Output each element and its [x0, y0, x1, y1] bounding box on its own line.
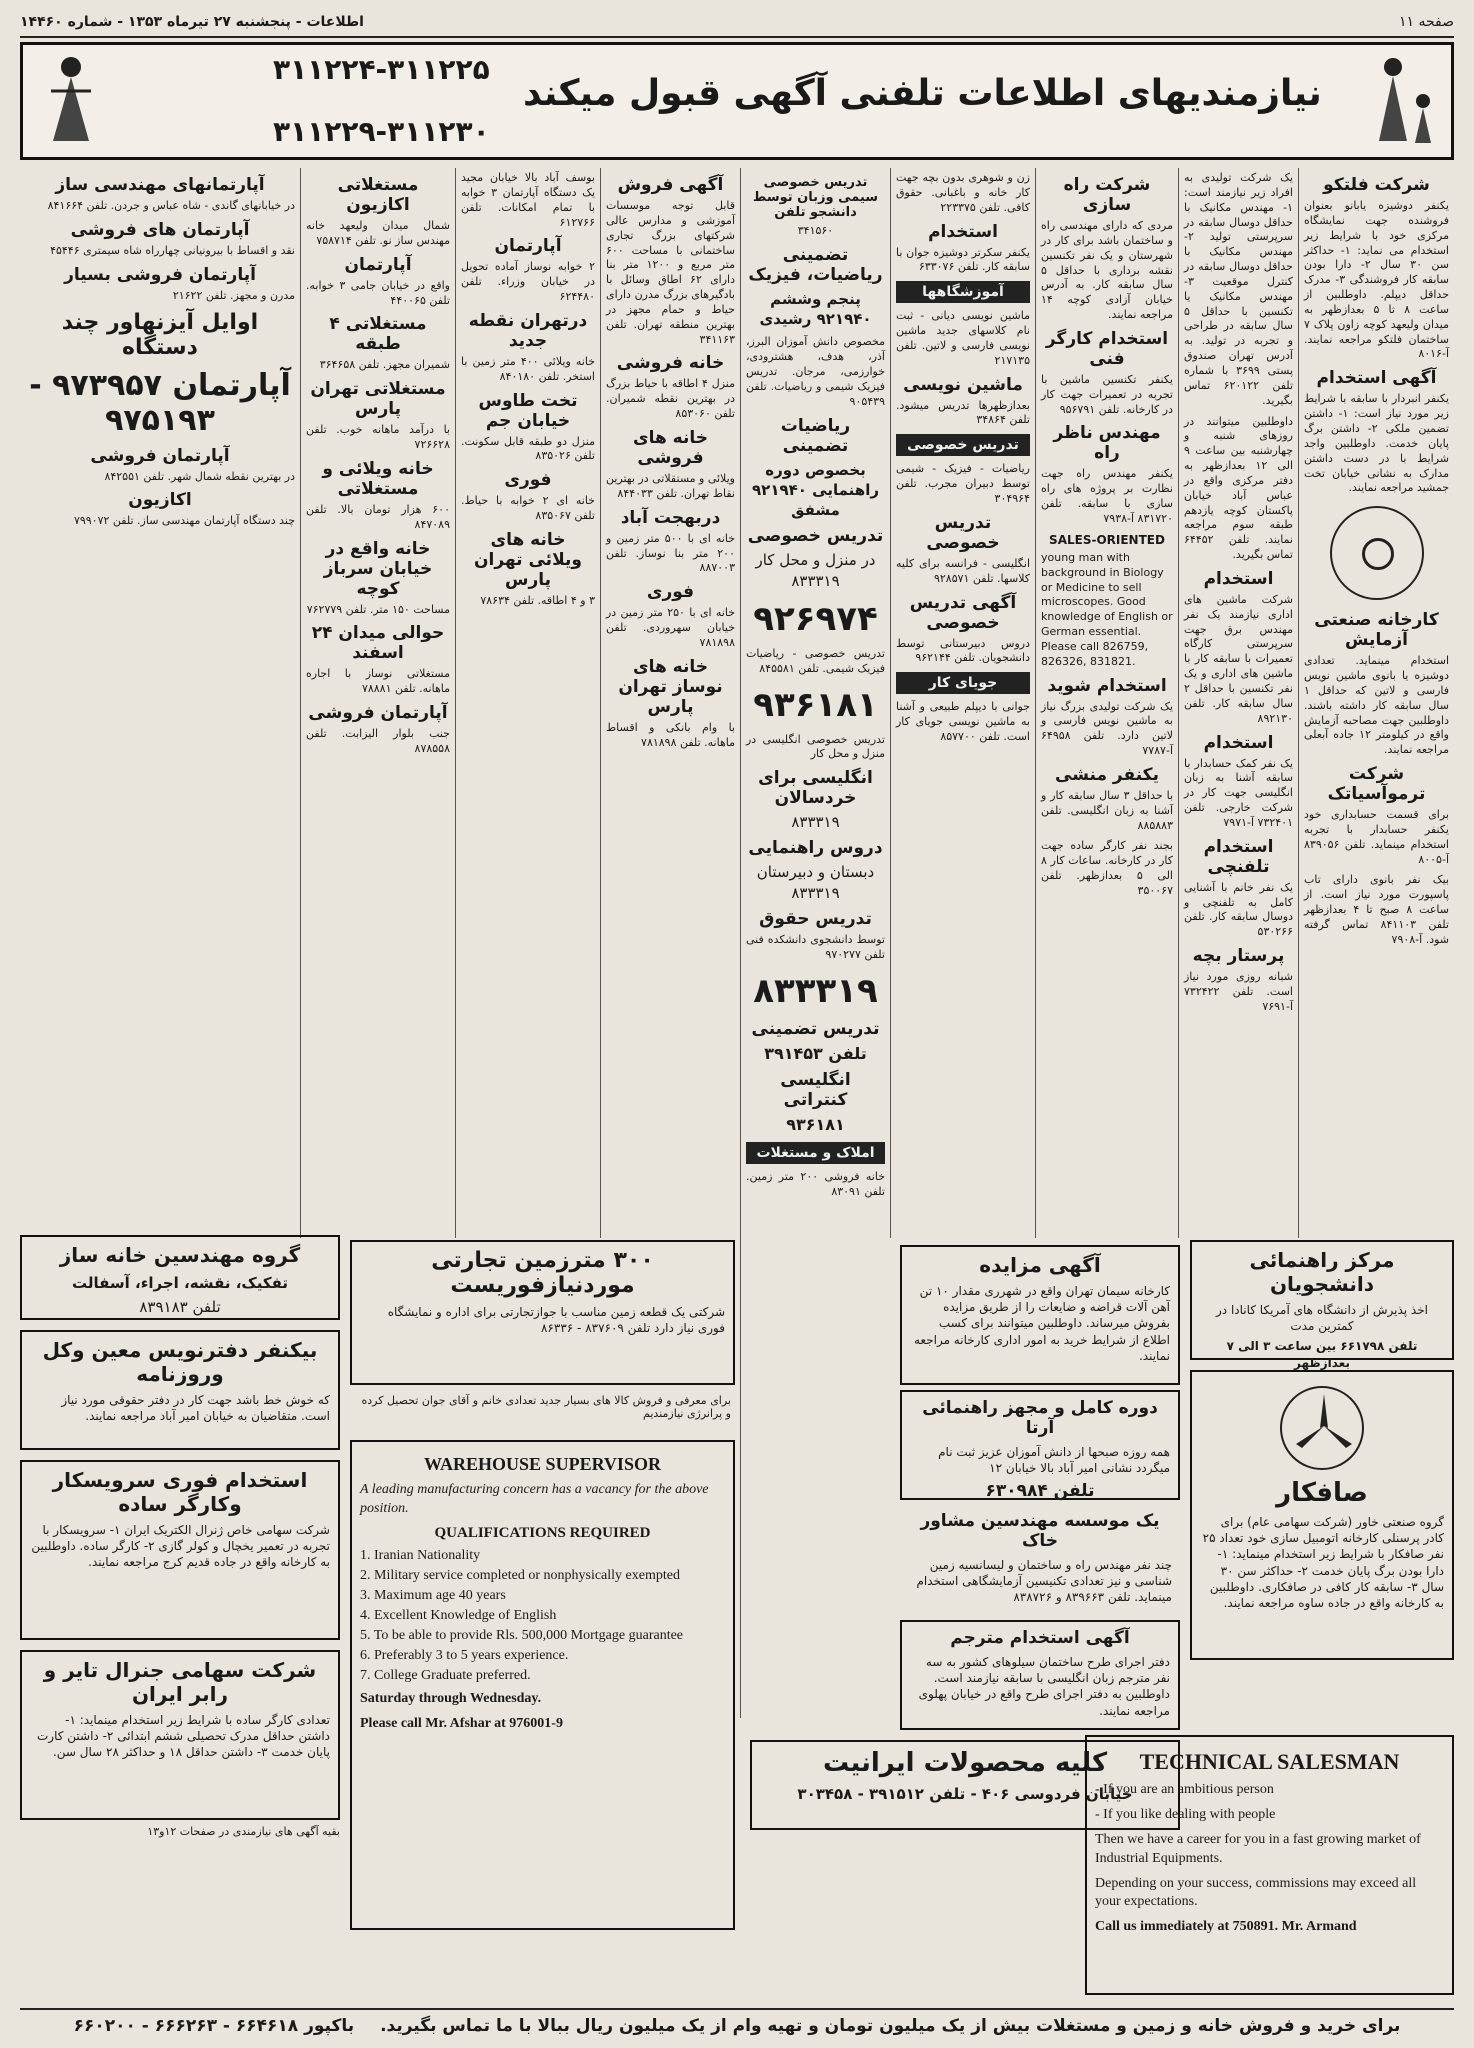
ad-body: منزل ۴ اطاقه با حیاط بزرگ در بهترین نقطه شمیران. تلفن ۸۵۳۰۶۰ [606, 377, 735, 421]
ad-body: یک شرکت تولیدی بزرگ نیاز به ماشین نویس فارسی و لاتین دارد. تلفن ۶۴۹۵۸ آ-۷۷۸۷ [1041, 699, 1173, 758]
ad-heading: آپارتمان فروشی بسیار [64, 264, 256, 285]
section-tag: جویای کار [896, 672, 1030, 694]
ad-body: Depending on your success, commissions may exceed all your expectations. [1095, 1875, 1417, 1910]
ad-body: برای قسمت حسابداری خود یکنفر حسابدار با تجربه استخدام مینماید. تلفن ۸۳۹۰۵۶ آ-۸۰۰۵ [1304, 808, 1449, 866]
ad-body: در خیابانهای گاندی - شاه عباس و جردن. تلفن ۸۴۱۶۶۴ [47, 199, 295, 212]
ad-body: تدریس خصوصی - ریاضیات فیزیک شیمی. تلفن ۸۴۵۵۸۱ [746, 646, 885, 675]
qualifications-heading: QUALIFICATIONS REQUIRED [434, 1524, 651, 1541]
ad-heading: آپارتمان [344, 254, 412, 275]
ad-body: شمال میدان ولیعهد خانه مهندس ساز نو. تلفن ۷۵۸۷۱۴ [306, 219, 450, 247]
ad-body: تدریس خصوصی انگلیسی در منزل و محل کار [746, 732, 885, 761]
ad-body: مساحت ۱۵۰ متر. تلفن ۷۶۲۷۷۹ [306, 602, 450, 616]
ad-body: خانه ای با ۵۰۰ متر زمین و ۲۰۰ متر بنا نوساز. تلفن ۸۸۷۰۰۳ [606, 531, 735, 575]
column-3 [1035, 168, 1178, 1238]
qualification-item: 4. Excellent Knowledge of English [360, 1607, 557, 1623]
ad-body: دفتر اجرای طرح ساختمان سیلوهای کشور به سه نفر مترجم زبان انگلیسی با سابقه نیازمند است. داوطلبین به دفتر اجرای طرح واقع در خیابان پهلوی مراجعه نمایند. [918, 1655, 1170, 1718]
ad-body: استخدام مینماید. تعدادی دوشیزه یا بانوی ماشین نویس فارسی و لاتین که حداقل ۱ سال سابقه کار داشته باشند. داوطلبین جهت مصاحبه آزمایش واقع در کیلومتر ۱۲ جاده آبعلی مراجعه نمایند. [1304, 654, 1449, 757]
page-header [20, 10, 1454, 38]
column-6 [600, 168, 740, 1238]
qualification-item: 3. Maximum age 40 years [360, 1587, 506, 1603]
ad-daftar [20, 1330, 340, 1450]
page-footer [20, 2008, 1454, 2048]
ad-body: شبانه روزی مورد نیاز است. تلفن ۷۳۲۴۲۲ آ-۷۶۹۱ [1184, 970, 1293, 1013]
qualification-item: 7. College Graduate preferred. [360, 1667, 531, 1683]
ad-body: تعدادی کارگر ساده با شرایط زیر استخدام مینماید: ۱- داشتن حداقل مدرک تحصیلی ششم ابتدائی ۲- داشتن کارت پایان خدمت ۳- داشتن حداقل ۱۸ و حداکثر ۲۸ سال سن. [37, 1713, 330, 1760]
page-number: صفحه ۱۱ [1398, 14, 1454, 30]
ad-heading: انگلیسی برای خردسالان [758, 768, 873, 809]
ad-phone: تلفن ۳۹۱۴۵۳ [764, 1043, 867, 1063]
ad-safakar [1190, 1370, 1454, 1660]
more-ads-note: بقیه آگهی های نیازمندی در صفحات ۱۲و۱۳ [147, 1825, 340, 1838]
ad-heading: خانه فروشی [616, 353, 725, 374]
ad-body: بیک نفر بانوی دارای تاب پاسپورت مورد نیاز است. از ساعت ۸ صبح تا ۴ بعدازظهر تلفن ۸۴۱۱۰۳ تماس گرفته شود. آ-۷۹۰۸ [1304, 873, 1449, 946]
ad-heading: تدریس خصوصی [926, 512, 1000, 553]
ad-body: شمیران مجهز. تلفن ۳۶۴۶۵۸ [319, 358, 450, 372]
ad-body: ۶۰۰ هزار تومان بالا. تلفن ۸۴۷۰۸۹ [306, 502, 450, 531]
ad-mozayede [900, 1245, 1180, 1385]
ad-title: شرکت سهامی جنرال تایر و رابر ایران [43, 1658, 317, 1706]
ad-body: مدرن و مجهز. تلفن ۲۱۶۲۲ [172, 288, 295, 302]
ad-body: Then we have a career for you in a fast growing market of Industrial Equipments. [1095, 1831, 1421, 1866]
ad-title: TECHNICAL SALESMAN [1139, 1749, 1400, 1774]
ad-heading: آپارتمان فروشی [90, 445, 230, 466]
ad-moshaver [900, 1505, 1180, 1615]
ad-heading: SALES-ORIENTED [1049, 532, 1165, 547]
ad-body: بعدازظهرها تدریس میشود. تلفن ۳۴۸۶۴ [896, 398, 1030, 427]
ad-heading: خانه واقع در خیابان سرباز کوچه [323, 538, 433, 599]
ad-heading: استخدام تلفنچی [1203, 836, 1274, 877]
ad-heading: آپارتمان فروشی [308, 703, 448, 724]
column-8 [300, 168, 455, 1238]
ad-title: کلیه محصولات ایرانیت [822, 1748, 1108, 1778]
ad-body: مردی که دارای مهندسی راه و ساختمان باشد برای کار در شهرستان و یک نفر تکنسین نقشه برداری با حداقل ۵ سال سابقه کار. به آدرس خیابان آزادی کوچه ۱۴ مراجعه نمایند. [1041, 219, 1173, 322]
ad-body: خانه ویلائی ۴۰۰ متر زمین با استخر. تلفن ۸۴۰۱۸۰ [461, 354, 595, 383]
column-5 [740, 168, 890, 1718]
ad-body: یکنفر تکنسین ماشین با تجربه در تعمیرات جهت کار در کارخانه. تلفن ۹۵۶۷۹۱ [1041, 372, 1173, 416]
column-2 [1178, 168, 1298, 1238]
footer-text: برای خرید و فروش خانه و زمین و مستغلات بیش از یک میلیون تومان و تهیه وام از یک میلیون ریال ببالا با ما تماس بگیرید. [380, 2016, 1401, 2036]
ad-title: WAREHOUSE SUPERVISOR [424, 1454, 661, 1474]
ad-title: صافکار [1276, 1478, 1368, 1508]
qualification-item: 5. To be able to provide Rls. 500,000 Mortgage guarantee [360, 1627, 684, 1643]
ad-heading: دربهجت آباد [620, 507, 721, 528]
ad-heading: کارخانه صنعتی آزمایش [1314, 610, 1439, 651]
ad-heading: اوایل آیزنهاور چند دستگاه [61, 309, 259, 360]
ad-khaneh-saz [20, 1235, 340, 1320]
ad-body: خانه ای ۲ خوابه با حیاط. تلفن ۸۳۵۰۶۷ [461, 494, 595, 523]
column-7 [455, 168, 600, 1238]
qualification-item: 6. Preferably 3 to 5 years experience. [360, 1647, 569, 1663]
ad-body: ماشین نویسی دیانی - ثبت نام کلاسهای جدید ماشین نویسی فارسی و لاتین. تلفن ۲۱۷۱۳۵ [896, 309, 1030, 367]
ad-title: بیکنفر دفترنویس معین وکل وروزنامه [42, 1338, 318, 1386]
qualification-item: 2. Military service completed or nonphysically exempted [360, 1567, 680, 1583]
ad-motarjem [900, 1620, 1180, 1730]
ad-body: با درآمد ماهانه خوب. تلفن ۷۲۶۶۲۸ [306, 423, 450, 452]
ad-body: شرکتی یک قطعه زمین مناسب با جوازتجارتی برای اداره و نمایشگاه فوری نیاز دارد تلفن ۸۳۷۶۰۹ - ۸۶۳۳۶ [387, 1305, 725, 1336]
ad-heading: مستغلاتی اکازیون [337, 175, 419, 215]
section-tag: املاک و مستغلات [746, 1142, 885, 1164]
ad-heading: انگلیسی کنتراتی [780, 1070, 851, 1111]
ad-body: پنجم وششم ۹۲۱۹۴۰ رشیدی [759, 289, 872, 329]
ad-body: انگلیسی - فرانسه برای کلیه کلاسها. تلفن ۹۲۸۵۷۱ [896, 556, 1030, 585]
ad-body: قابل توجه موسسات آموزشی و مدارس عالی شرکتهای بزرگ تجاری ساختمانی با مساحت ۶۰۰ متر مربع و ۱۲۰۰ متر بنا دارای ۶۲ اطاق وسائل با بادگیرهای بزرگ مدرن دارای حیاط و حمام مجهز در بهترین منطقه تهران. تلفن ۳۴۱۱۶۳ [606, 199, 736, 346]
ad-title: استخدام فوری سرویسکار وکارگر ساده [52, 1468, 308, 1516]
ad-body: همه روزه صبحها از دانش آموزان عزیز ثبت نام میگردد نشانی امیر آباد بالا خیابان ۱۲ [938, 1445, 1170, 1476]
banner-phones-top: ۳۱۱۲۲۴-۳۱۱۲۲۵ [273, 53, 490, 86]
ad-title: مرکز راهنمائی دانشجویان [1249, 1248, 1395, 1296]
mercedes-logo-icon [1280, 1386, 1364, 1470]
ad-heading: مستغلاتی ۴ طبقه [329, 314, 427, 355]
ad-body: واقع در خیابان جامی ۳ خوابه. تلفن ۴۴۰۰۶۵ [306, 278, 450, 307]
ad-heading: شرکت راه سازی [1063, 175, 1151, 215]
ad-daneshjoo [1190, 1240, 1454, 1370]
woman-figure-icon [31, 51, 111, 151]
ad-body: بخصوص دوره راهنمایی ۹۲۱۹۴۰ مشفق [752, 460, 879, 520]
ad-title: دوره کامل و مجهز راهنمائی آرتا [922, 1398, 1158, 1438]
ad-body: جوانی با دیپلم طبیعی و آشنا به ماشین نویسی جویای کار است. تلفن ۸۵۷۷۰۰ [896, 700, 1030, 743]
family-figure-icon [1363, 51, 1443, 151]
ad-title: گروه مهندسین خانه ساز [59, 1243, 301, 1267]
ad-intro: A leading manufacturing concern has a vacancy for the above position. [360, 1482, 709, 1516]
ad-heading: تدریس خصوصی سیمی وزبان توسط دانشجو تلفن [752, 175, 879, 220]
ad-body: چند نفر مهندس راه و ساختمان و لیسانسیه زمین شناسی و نیز تعدادی تکنیسین آزمایشگاهی استخدام مینماید. تلفن ۸۳۹۶۶۳ و ۸۳۸۷۲۶ [916, 1558, 1172, 1605]
qualification-item: 1. Iranian Nationality [360, 1547, 481, 1563]
ad-heading: استخدام [1203, 732, 1274, 753]
ad-body: مستغلاتی نوساز با اجاره ماهانه. تلفن ۷۸۸۸۱ [306, 667, 450, 696]
ad-body: ۲ خوابه نوساز آماده تحویل در خیابان وزراء. تلفن ۶۲۴۴۸۰ [461, 260, 595, 304]
ad-phone-large: ۹۲۶۹۷۴ [753, 598, 878, 639]
ad-estekhdam-fori [20, 1460, 340, 1640]
ad-heading: آپارتمان های فروشی [70, 219, 250, 240]
ad-body: مخصوص دانش آموزان البرز، آذر، هدف، هشترودی، خوارزمی، مرجان. تدریس فیزیک شیمی و ریاضیات. تلفن ۹۰۵۴۳۹ [746, 335, 885, 408]
ad-body: young man with background in Biology or Medicine to sell microscopes. Good knowledge of English or German essential. Please call 826759, 826326, 831821. [1041, 550, 1173, 668]
ad-heading: ماشین نویسی [903, 374, 1023, 395]
ad-technical-salesman [1085, 1735, 1454, 1995]
ad-phone: تلفن ۶۶۱۷۹۸ بین ساعت ۳ الی ۷ بعدازظهر [1226, 1339, 1418, 1370]
ad-body: در بهترین نقطه شمال شهر. تلفن ۸۴۲۵۵۱ [104, 469, 295, 483]
ad-general-tire [20, 1650, 340, 1820]
ad-body: بجند نفر کارگر ساده جهت کار در کارخانه. ساعات کار ۸ الی ۵ بعدازظهر. تلفن ۳۵۰۰۶۷ [1041, 839, 1173, 897]
ad-body: خانه فروشی ۲۰۰ متر زمین. تلفن ۸۳۰۹۱ [746, 1169, 885, 1198]
ad-phone-large: آپارتمان ۹۷۳۹۵۷ - ۹۷۵۱۹۳ [29, 367, 291, 438]
ad-heading: استخدام [928, 221, 998, 242]
ad-body: دبستان و دبیرستان ۸۳۳۳۱۹ [756, 863, 875, 902]
ad-body: یکنفر انبردار با سابقه با شرایط زیر مورد نیاز است: ۱- داشتن تضمین ملکی ۲- داشتن برگ پایان خدمت. داوطلبین واجد شرایط با در دست داشتن مدارک به نشانی خیابان تخت جمشید مراجعه نمایند. [1304, 392, 1449, 495]
ad-body: بوسف آباد بالا خیابان مجید یک دستگاه آپارتمان ۳ خوابه با تمام امکانات. تلفن ۶۱۲۷۶۶ [461, 171, 595, 229]
ad-title: ۳۰۰ مترزمین تجارتی موردنیازفوریست [431, 1248, 654, 1298]
ad-body: نقد و اقساط با بیرونیانی چهارراه شاه سیمتری ۴۵۴۴۶ [50, 243, 295, 257]
ad-heading: فوری [504, 470, 552, 491]
issue-info: اطلاعات - پنجشنبه ۲۷ تیرماه ۱۳۵۳ - شماره ۱۴۴۶۰ [20, 14, 364, 30]
column-1 [1298, 168, 1454, 1238]
ad-body: با حداقل ۳ سال سابقه کار و آشنا به زبان انگلیسی. تلفن ۸۸۵۸۸۳ [1041, 788, 1174, 832]
ad-body: ریاضیات - فیزیک - شیمی توسط دبیران مجرب. تلفن ۳۰۴۹۶۴ [896, 462, 1030, 505]
ad-call: Call us immediately at 750891. Mr. Armand [1095, 1919, 1357, 1935]
ad-body: یکنفر مهندس راه جهت نظارت بر پروژه های راه سازی با سابقه. تلفن ۸۳۱۷۲۰ آ-۷۹۳۸ [1041, 467, 1173, 525]
column-4 [890, 168, 1035, 1238]
ad-zamin [350, 1240, 735, 1385]
ad-heading: پرستار بچه [1192, 946, 1285, 967]
section-tag: آموزشگاهها [896, 281, 1030, 303]
ad-body: منزل دو طبقه قابل سکونت. تلفن ۸۳۵۰۲۶ [461, 434, 595, 463]
ad-line: - If you like dealing with people [1095, 1806, 1276, 1822]
ad-body: که خوش خط باشد جهت کار در دفتر حقوقی مورد نیاز است. متقاضیان به خیابان امیر آباد مراجعه نمایند. [61, 1393, 330, 1424]
ad-heading: ریاضیات تضمینی [780, 415, 851, 456]
ad-heading: فوری [646, 582, 695, 603]
ad-heading: خانه های فروشی [633, 427, 708, 468]
ad-heading: استخدام [1203, 568, 1274, 589]
ad-body: یکنفر دوشیزه یابانو بعنوان فروشنده جهت نمایشگاه مرکزی خود با شرایط زیر استخدام می نماید: ۱- حداکثر سن ۳۰ سال ۲- دارا بودن سابقه کار فروشندگی ۳- مدرک حداقل دیپلم. داوطلبین از ساعت ۸ تا ۵ بعدازظهر به میدان ولیعهد کوچه زاون پلاک ۷ ساختمان فلتکو مراجعه نمایند. آ-۸۰۱۶ [1304, 199, 1450, 361]
ad-heading: حوالی میدان ۲۴ اسفند [311, 623, 445, 664]
ad-line: تفکیک، نقشه، اجراء، آسفالت [71, 1274, 289, 1292]
ad-body: جنب بلوار الیزابت. تلفن ۸۷۸۵۵۸ [306, 727, 450, 755]
banner-phones-bottom: ۳۱۱۲۲۹-۳۱۱۲۳۰ [273, 115, 490, 148]
ad-body: ویلائی و مستقلاتی در بهترین نقاط تهران. تلفن ۸۴۴۰۳۳ [605, 471, 735, 500]
ad-heading: درتهران نقطه جدید [468, 310, 588, 351]
ad-heading: استخدام شوید [1047, 675, 1167, 696]
ad-body: خیابان فردوسی ۴۰۶ - تلفن ۳۹۱۵۱۲ - ۳۰۳۴۵۸ [797, 1785, 1133, 1803]
ad-heading: خانه های نوساز تهران پارس [618, 656, 723, 717]
ad-heading: آگهی فروش [617, 175, 724, 195]
ad-heading: خانه ویلائی و مستغلاتی [322, 458, 434, 499]
ad-phone: تلفن ۸۳۹۱۸۳ [139, 1298, 221, 1317]
ad-heading: تدریس خصوصی [747, 526, 884, 547]
ad-body: ۸۳۳۳۱۹ [791, 813, 840, 832]
ad-heading: تخت طاوس خیابان جم [478, 390, 578, 431]
ad-phone: ۹۳۶۱۸۱ [786, 1115, 845, 1135]
ad-phone-large: ۹۳۶۱۸۱ [753, 684, 878, 725]
ad-title: آگهی مزایده [979, 1253, 1101, 1277]
ad-title: یک موسسه مهندسین مشاور خاک [920, 1511, 1160, 1551]
ad-body: یک شرکت تولیدی به افراد زیر نیازمند است: ۱- مهندس مکانیک با حداقل دوسال سابقه در سرپرستی تولید ۲- مهندس مکانیک با حداقل دوسال سابقه در کنترل موقعیت ۳- مهندس مکانیک یا تکنسین با حداقل ۵ سال سابقه در طراحی و تجربه در تولید. به آدرس تهران صندوق پستی ۳۶۹۹ با شماره تلفن ۶۲۰۱۲۲ تماس بگیرید. [1184, 171, 1294, 407]
ad-heading: مهندس ناظر راه [1053, 423, 1161, 464]
ad-body: ۳ و ۴ اطاقه. تلفن ۷۸۶۳۴ [480, 593, 595, 607]
ad-body: زن و شوهری بدون بچه جهت کار خانه و باغبانی. حقوق کافی. تلفن ۲۲۳۳۷۵ [896, 171, 1030, 214]
ad-heading: تدریس حقوق [759, 908, 872, 929]
ad-days: Saturday through Wednesday. [360, 1690, 542, 1706]
qualifications-list [360, 1548, 725, 1684]
ad-phone-large: ۸۳۳۳۱۹ [753, 970, 878, 1011]
classified-banner [20, 42, 1454, 160]
ad-body: داوطلبین میتوانند در روزهای شنبه و چهارشنبه بین ساعت ۹ الی ۱۲ بعدازظهر به دفتر مرکزی واقع در عباس آباد خیابان پاکستان کوچه یازدهم طبقه سوم مراجعه نمایند. تلفن ۶۴۴۵۲ تماس بگیرید. [1184, 414, 1293, 562]
ad-body: دروس دبیرستانی توسط دانشجویان. تلفن ۹۶۲۱۴۴ [896, 636, 1030, 665]
ad-body: گروه صنعتی خاور (شرکت سهامی عام) برای کادر پرسنلی کارخانه اتومبیل سازی خود تعداد ۲۵ نفر صافکار با شرایط زیر استخدام مینماید: ۱- دارا بودن برگ پایان خدمت ۲- حداکثر سن ۳۰ سال ۳- سابقه کار کافی در صافکاری. داوطلبین به کارخانه واقع در جاده ساوه مراجعه نمایند. [1202, 1515, 1444, 1610]
ad-warehouse-supervisor [350, 1440, 735, 1930]
ad-heading: آگهی تدریس خصوصی [909, 592, 1017, 633]
ad-body: خانه ای با ۲۵۰ متر زمین در خیابان سهروردی. تلفن ۷۸۱۸۹۸ [606, 606, 735, 649]
factory-logo-icon [1330, 506, 1424, 600]
ad-body: کارخانه سیمان تهران واقع در شهرری مقدار ۱۰ تن آهن آلات قراضه و ضایعات را از طریق مزایده بفروش میرساند. داوطلبین میتوانند برای کسب اطلاع از شرایط خرید به امور اداری کارخانه مراجعه نمایند. [913, 1284, 1170, 1363]
ad-heading: اکازیون [128, 490, 192, 511]
ad-heading: آپارتمانهای مهندسی ساز [55, 175, 265, 195]
ad-heading: خانه های ویلائی تهران پارس [474, 529, 582, 590]
ad-heading: آپارتمان [494, 236, 562, 257]
ad-body: با وام بانکی و اقساط ماهانه. تلفن ۷۸۱۸۹۸ [606, 720, 735, 749]
footer-phones: باکپور ۶۶۴۶۱۸ - ۶۶۶۲۶۳ - ۶۶۰۲۰۰ [73, 2016, 355, 2036]
ad-heading: شرکت ترموآسیاتک [1327, 764, 1426, 805]
ad-heading: آگهی استخدام [1316, 368, 1437, 389]
ad-body: توسط دانشجوی دانشکده فنی تلفن ۹۷۰۲۷۷ [746, 932, 885, 961]
ad-artan [900, 1390, 1180, 1500]
ad-body: اخذ پذیرش از دانشگاه های آمریکا کانادا در کمترین مدت [1216, 1303, 1428, 1334]
ad-body: در منزل و محل کار ۸۳۳۳۱۹ [755, 551, 876, 590]
ad-call: Please call Mr. Afshar at 976001-9 [360, 1715, 563, 1731]
ad-line: - If you are an ambitious person [1095, 1782, 1274, 1797]
ad-heading: دروس راهنمایی [748, 838, 883, 859]
ad-body: شرکت ماشین های اداری نیازمند یک نفر مهندس برق جهت سرپرستی کارگاه تعمیرات با سابقه کار با ماشین های اداری و یک نفر تکنسین با حداقل ۲ سال سابقه کار. تلفن ۸۹۲۱۳۰ [1184, 592, 1293, 725]
banner-title: نیازمندیهای اطلاعات تلفنی آگهی قبول میکند [523, 73, 1322, 114]
section-tag: تدریس خصوصی [896, 434, 1030, 456]
ad-phone: تلفن ۶۳۰۹۸۴ [985, 1481, 1095, 1502]
column-9 [20, 168, 300, 1228]
ad-body: یک نفر خانم با آشنایی کامل به تلفنچی و دوسال سابقه کار. تلفن ۵۳۰۲۶۶ [1184, 880, 1293, 939]
ad-kalaha: برای معرفی و فروش کالا های بسیار جدید تعدادی خانم و آقای جوان تحصیل کرده و پرانرژی نیازمندیم [361, 1394, 731, 1420]
ad-heading: استخدام کارگر فنی [1045, 328, 1169, 369]
ad-heading: شرکت فلتکو [1323, 175, 1430, 195]
ad-heading: تدریس تضمینی [751, 1018, 880, 1039]
ad-body: چند دستگاه آپارتمان مهندسی ساز. تلفن ۷۹۹۰۷۲ [73, 514, 295, 528]
ad-heading: یکنفر منشی [1055, 764, 1159, 785]
ad-body: یکنفر سکرتر دوشیزه جوان با سابقه کار. تلفن ۶۳۳۰۷۶ [896, 245, 1030, 274]
ad-heading: تضمینی ریاضیات، فیزیک [748, 244, 883, 285]
ad-title: آگهی استخدام مترجم [950, 1628, 1130, 1648]
ad-body: ۳۴۱۵۶۰ [797, 224, 834, 237]
ad-heading: مستغلاتی تهران پارس [310, 379, 446, 420]
ad-body: یک نفر کمک حسابدار با سابقه آشنا به زبان انگلیسی جهت کار در شرکت خارجی. تلفن ۷۳۲۴۰۱ آ-۷۹۷۱ [1184, 756, 1293, 829]
ad-body: شرکت سهامی خاص ژنرال الکتریک ایران ۱- سرویسکار با تجربه در تعمیر یخچال و کولر گازی ۲- کارگر ساده. داوطلبین به کارخانه واقع در جاده قدیم کرج مراجعه نمایند. [31, 1523, 330, 1570]
